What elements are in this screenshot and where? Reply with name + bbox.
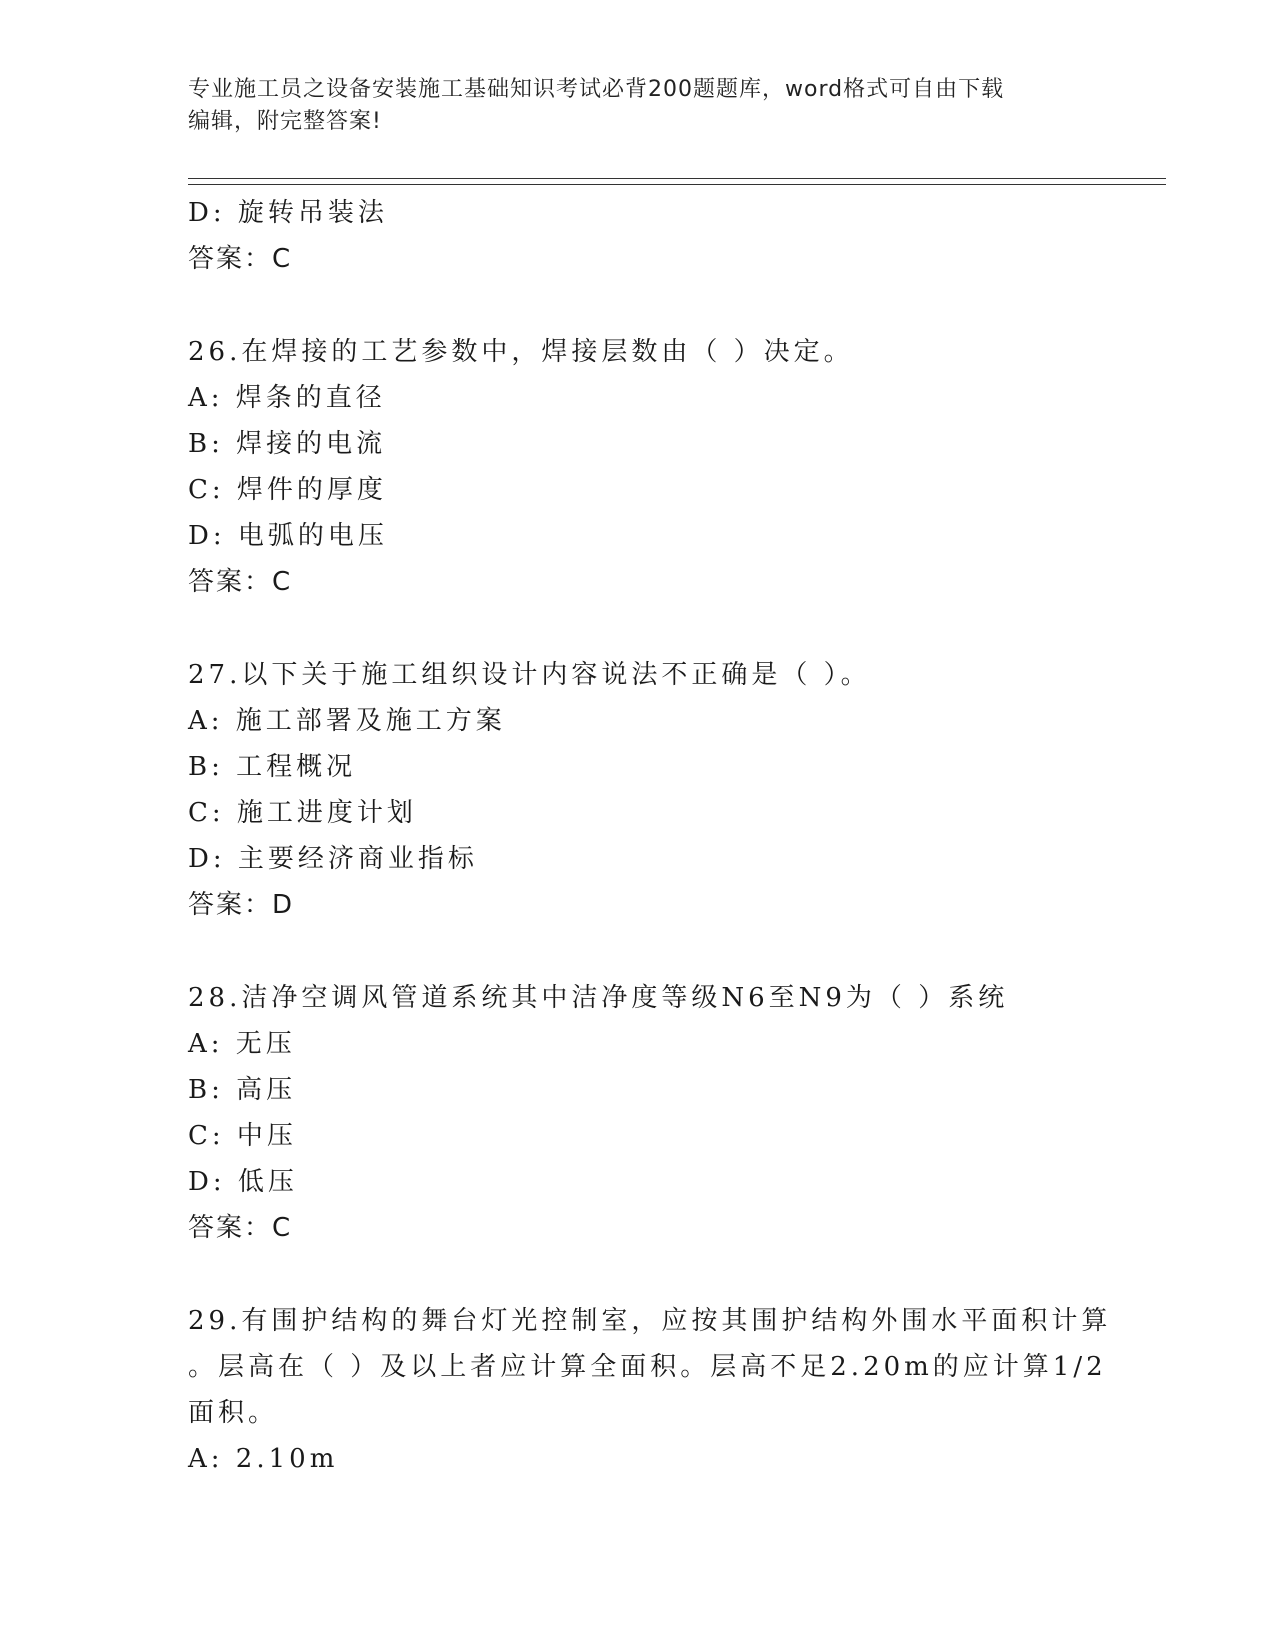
header-title-line-2: 编辑，附完整答案!	[188, 109, 382, 134]
answer-line: 答案：C	[188, 1213, 293, 1243]
question-list	[188, 190, 1112, 1482]
option-b: B: 高压	[188, 1075, 297, 1105]
option-d: D: 旋转吊装法	[188, 198, 388, 228]
answer-line: 答案：C	[188, 567, 293, 597]
question-26	[188, 329, 1108, 605]
option-b: B: 焊接的电流	[188, 429, 387, 459]
header-divider-bottom	[188, 184, 1166, 185]
option-a: A: 施工部署及施工方案	[188, 706, 506, 736]
question-25-tail	[188, 190, 1108, 282]
option-a: A: 无压	[188, 1029, 296, 1059]
question-27	[188, 652, 1108, 928]
spacer	[188, 1251, 1108, 1298]
question-stem-line-3: 面积。	[188, 1398, 279, 1428]
question-stem-line-1: 29.有围护结构的舞台灯光控制室，应按其围护结构外围水平面积计算	[188, 1306, 1112, 1336]
answer-line: 答案：D	[188, 890, 295, 920]
option-c: C: 焊件的厚度	[188, 475, 387, 505]
spacer	[188, 605, 1108, 652]
question-stem: 27.以下关于施工组织设计内容说法不正确是（ ）。	[188, 660, 871, 690]
question-stem: 26.在焊接的工艺参数中，焊接层数由（ ）决定。	[188, 337, 854, 367]
header-divider-top	[188, 178, 1166, 179]
question-stem-line-2: 。层高在（ ）及以上者应计算全面积。层高不足2.20m的应计算1/2	[188, 1352, 1107, 1382]
option-d: D: 电弧的电压	[188, 521, 388, 551]
question-28	[188, 975, 1108, 1251]
option-d: D: 主要经济商业指标	[188, 844, 478, 874]
option-b: B: 工程概况	[188, 752, 357, 782]
option-a: A: 2.10m	[188, 1444, 339, 1474]
spacer	[188, 928, 1108, 975]
document-header	[188, 74, 1068, 138]
option-c: C: 施工进度计划	[188, 798, 417, 828]
option-c: C: 中压	[188, 1121, 297, 1151]
question-stem: 28.洁净空调风管道系统其中洁净度等级N6至N9为（ ）系统	[188, 983, 1009, 1013]
answer-line: 答案：C	[188, 244, 293, 274]
header-title-line-1: 专业施工员之设备安装施工基础知识考试必背200题题库，word格式可自由下载	[188, 77, 1005, 102]
option-a: A: 焊条的直径	[188, 383, 386, 413]
spacer	[188, 282, 1108, 329]
option-d: D: 低压	[188, 1167, 298, 1197]
question-29	[188, 1298, 1112, 1482]
